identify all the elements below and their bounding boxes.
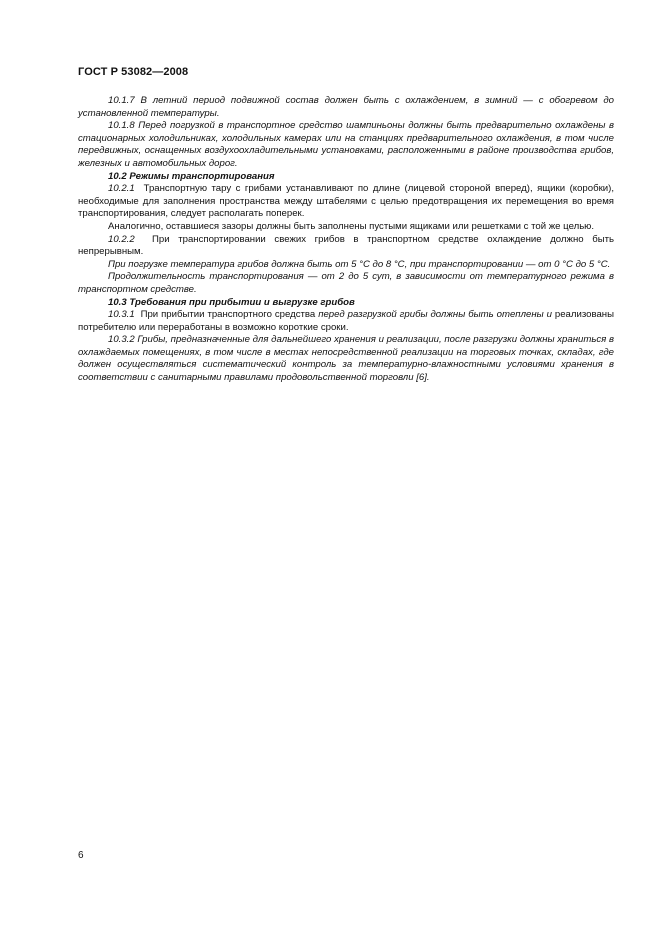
paragraph-10-2-1-text: Транспортную тару с грибами устанавливают по длине (лицевой стороной вперед), ящики (коробки), необходимые для заполнения пространства между штабелями с целью предотвращения их перемещения во время транспортирования, следует располагать поперек.: [78, 183, 614, 220]
paragraph-10-2-2-text: При транспортировании свежих грибов в транспортном средстве охлаждение должно быть непрерывным.: [78, 233, 614, 258]
paragraph-10-1-7: 10.1.7 В летний период подвижной состав должен быть с охлаждением, в зимний — с обогревом до установленной температуры.: [78, 95, 614, 119]
paragraph-temperature: При погрузке температура грибов должна быть от 5 °С до 8 °С, при транспортировании — от 0 °С до 5 °С.: [108, 258, 611, 270]
clause-number-10-2-2: 10.2.2: [108, 233, 135, 245]
clause-number-10-3-1: 10.3.1: [108, 309, 135, 321]
section-heading-10-2: 10.2 Режимы транспортирования: [108, 170, 275, 182]
paragraph-duration: Продолжительность транспортирования — от 2 до 5 сут, в зависимости от температурного режима в транспортном средстве.: [78, 271, 614, 295]
paragraph-10-2-2: [78, 234, 614, 259]
paragraph-gaps: Аналогично, оставшиеся зазоры должны быть заполнены пустыми ящиками или решетками с той же целью.: [108, 220, 595, 232]
page-number: 6: [78, 850, 84, 861]
clause-number-10-2-1: 10.2.1: [108, 183, 135, 195]
paragraph-10-3-1-text-c: реализованы потребителю или переработаны в возможно короткие сроки.: [78, 309, 614, 333]
paragraph-10-3-1-text-a: При прибытии транспортного средства: [140, 309, 316, 321]
paragraph-10-3-2: 10.3.2 Грибы, предназначенные для дальнейшего хранения и реализации, после разгрузки должны храниться в охлаждаемых помещениях, в том числе в местах непосредственной реализации на торговых точках, складах, где должен осуществляться систематический контроль за температурно-влажностными условиями хранения в соответствии с санитарными правилами продовольственной торговли [6].: [78, 334, 614, 384]
paragraph-10-3-1-text-b: перед разгрузкой грибы должны быть отеплены и: [318, 309, 552, 321]
paragraph-10-1-8: 10.1.8 Перед погрузкой в транспортное средство шампиньоны должны быть предварительно охлаждены в стационарных холодильниках, холодильных камерах или на станциях предварительного охлаждения, в том числе передвижных, оснащенных воздухоохладительными установками, расположенными в районе производства грибов, железных и автомобильных дорог.: [78, 120, 614, 169]
paragraph-10-3-1: [78, 309, 614, 334]
paragraph-10-2-1: [78, 183, 614, 221]
section-heading-10-3: 10.3 Требования при прибытии и выгрузке грибов: [108, 296, 355, 308]
document-header: ГОСТ Р 53082—2008: [78, 66, 189, 78]
document-body: [78, 95, 614, 385]
